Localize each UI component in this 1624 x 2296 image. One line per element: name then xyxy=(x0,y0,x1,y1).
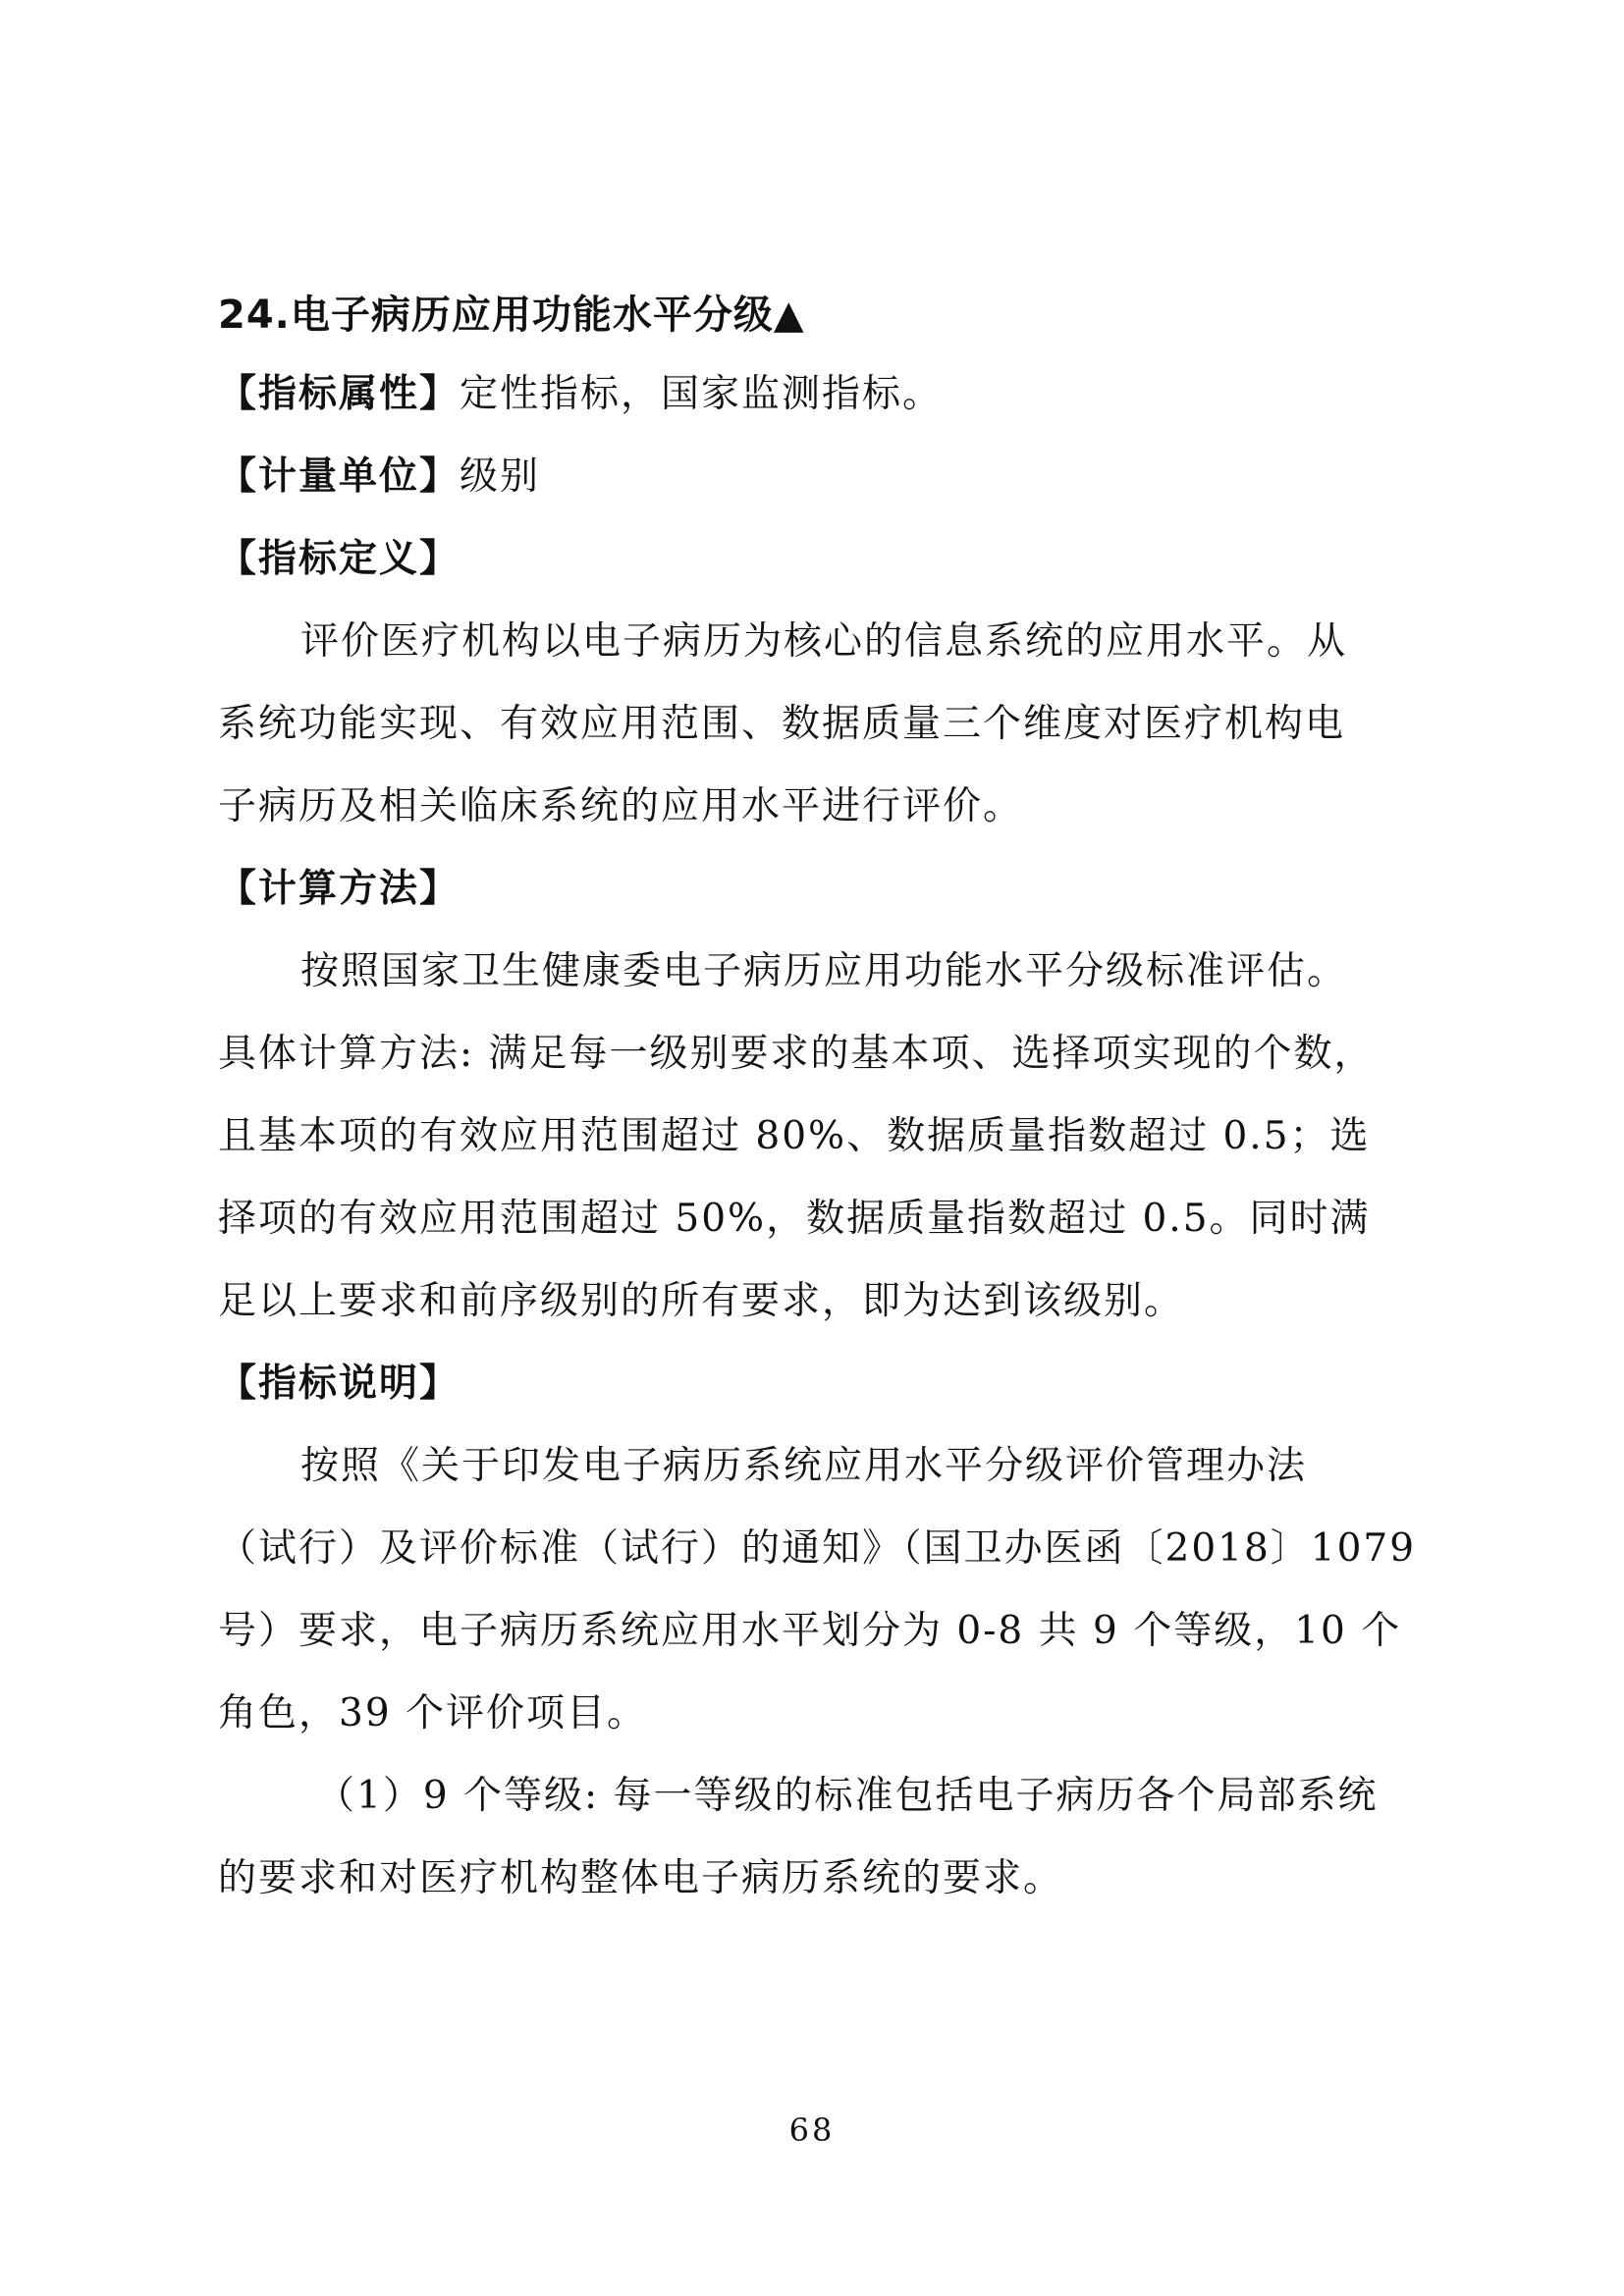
attribute-label: 【指标属性】 xyxy=(218,372,460,416)
definition-line: 系统功能实现、有效应用范围、数据质量三个维度对医疗机构电 xyxy=(218,702,1346,746)
page-number: 68 xyxy=(788,2111,836,2149)
method-line: 按照国家卫生健康委电子病历应用功能水平分级标准评估。 xyxy=(300,949,1348,993)
measurement-unit xyxy=(218,436,1416,518)
explanation-line: 按照《关于印发电子病历系统应用水平分级评价管理办法 xyxy=(300,1444,1308,1488)
method-line: 且基本项的有效应用范围超过 80%、数据质量指数超过 0.5；选 xyxy=(218,1114,1371,1158)
explanation-line: （1）9 个等级: 每一等级的标准包括电子病历各个局部系统 xyxy=(316,1774,1379,1818)
definition-line: 评价医疗机构以电子病历为核心的信息系统的应用水平。从 xyxy=(300,619,1348,664)
definition-heading: 【指标定义】 xyxy=(218,537,460,581)
explanation-line: 的要求和对医疗机构整体电子病历系统的要求。 xyxy=(218,1856,1064,1900)
method-paragraph xyxy=(218,931,1416,1343)
method-line: 具体计算方法: 满足每一级别要求的基本项、选择项实现的个数， xyxy=(218,1032,1375,1076)
page-content xyxy=(218,277,1416,1920)
method-line: 择项的有效应用范围超过 50%，数据质量指数超过 0.5。同时满 xyxy=(218,1197,1371,1241)
explanation-line: 角色，39 个评价项目。 xyxy=(218,1691,648,1735)
method-line: 足以上要求和前序级别的所有要求，即为达到该级别。 xyxy=(218,1279,1185,1323)
indicator-attribute xyxy=(218,353,1416,436)
unit-value: 级别 xyxy=(460,454,541,499)
method-heading: 【计算方法】 xyxy=(218,867,460,911)
definition-line: 子病历及相关临床系统的应用水平进行评价。 xyxy=(218,784,1024,828)
definition-paragraph xyxy=(218,601,1416,848)
explanation-line: 号）要求，电子病历系统应用水平划分为 0-8 共 9 个等级，10 个 xyxy=(218,1609,1402,1653)
explanation-paragraph-1 xyxy=(218,1425,1416,1755)
unit-label: 【计量单位】 xyxy=(218,454,460,499)
explanation-heading: 【指标说明】 xyxy=(218,1362,460,1406)
section-title: 24.电子病历应用功能水平分级▲ xyxy=(218,293,805,338)
attribute-value: 定性指标，国家监测指标。 xyxy=(460,372,944,416)
explanation-line: （试行）及评价标准（试行）的通知》（国卫办医函〔2018〕1079 xyxy=(218,1526,1417,1571)
explanation-paragraph-2 xyxy=(218,1755,1416,1920)
